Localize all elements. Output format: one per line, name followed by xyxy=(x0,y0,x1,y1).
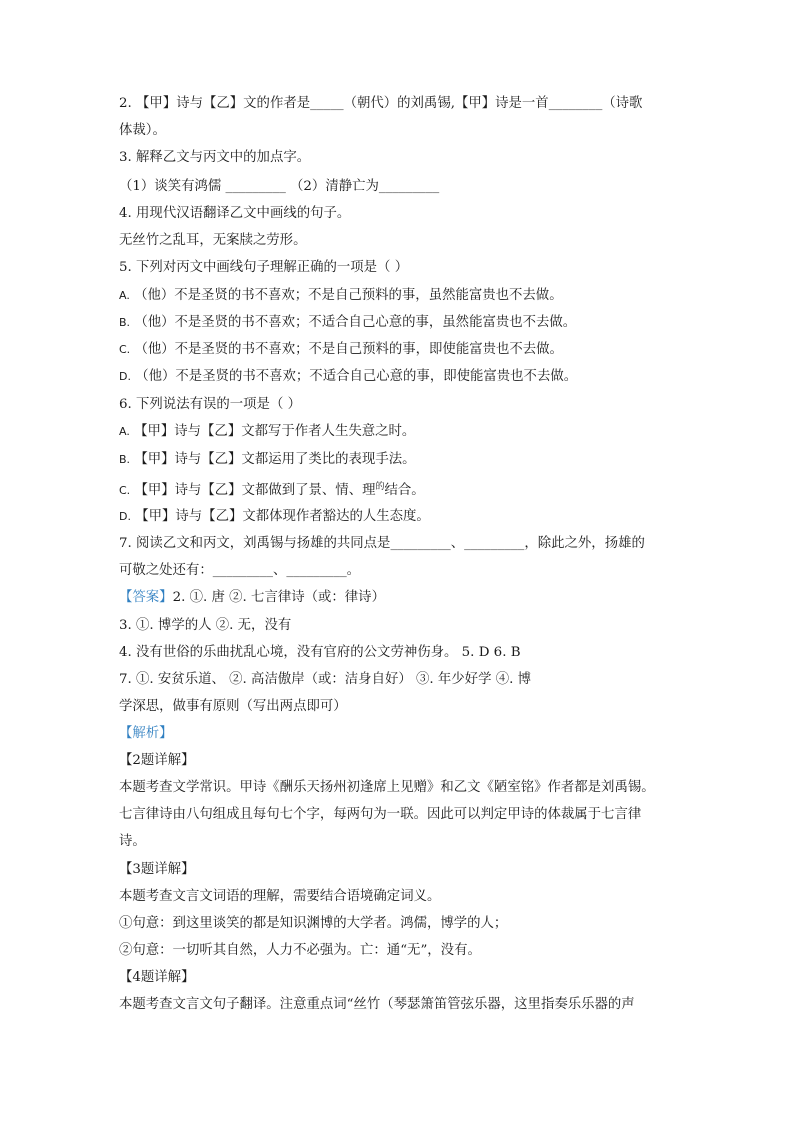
option-text: 【甲】诗与【乙】文都做到了景、情、理 xyxy=(134,483,376,498)
option-text: 【甲】诗与【乙】文都运用了类比的表现手法。 xyxy=(134,452,416,467)
q4-prompt: 4. 用现代汉语翻译乙文中画线的句子。 xyxy=(119,206,351,221)
answer-tag: 【答案】 xyxy=(119,590,173,605)
option-letter: A. xyxy=(119,289,130,302)
detail-3-line-2: ①句意：到这里谈笑的都是知识渊博的大学者。鸿儒，博学的人； xyxy=(119,916,508,931)
detail-2-line-1: 本题考查文学常识。甲诗《酬乐天扬州初逢席上见赠》和乙文《陋室铭》作者都是刘禹锡。 xyxy=(119,780,655,795)
analysis-heading xyxy=(119,724,173,744)
q7-line-2: 可敬之处还有：_________、_________。 xyxy=(119,563,361,578)
detail-3-line-1: 本题考查文言文词语的理解，需要结合语境确定词义。 xyxy=(119,889,441,904)
detail-4-line-1: 本题考查文言文句子翻译。注意重点词“丝竹（琴瑟箫笛管弦乐器，这里指奏乐乐器的声 xyxy=(119,997,635,1012)
q3-prompt: 3. 解释乙文与丙文中的加点字。 xyxy=(119,150,311,165)
detail-2-heading: 【2题详解】 xyxy=(119,753,195,768)
q7-line-1: 7. 阅读乙文和丙文，刘禹锡与扬雄的共同点是_________、_________，除此之外，扬雄的 xyxy=(119,536,645,551)
detail-3-heading: 【3题详解】 xyxy=(119,862,195,877)
answer-line-4: 7. ①. 安贫乐道、 ②. 高洁傲岸（或：洁身自好） ③. 年少好学 ④. 博 xyxy=(119,672,532,687)
detail-4-heading: 【4题详解】 xyxy=(119,970,195,985)
option-letter: B. xyxy=(119,316,131,329)
answer-line-2: 3. ①. 博学的人 ②. 无，没有 xyxy=(119,618,292,633)
option-letter: C. xyxy=(119,484,131,497)
option-text: 【甲】诗与【乙】文都写于作者人生失意之时。 xyxy=(134,424,416,439)
q2-line-1: 2. 【甲】诗与【乙】文的作者是_____（朝代）的刘禹锡,【甲】诗是一首________（诗歌 xyxy=(119,96,643,111)
analysis-tag: 【解析】 xyxy=(119,726,173,741)
option-text: （他）不是圣贤的书不喜欢；不适合自己心意的事，虽然能富贵也不去做。 xyxy=(134,315,577,330)
q6-option-a xyxy=(119,422,415,442)
option-text: 【甲】诗与【乙】文都体现作者豁达的人生态度。 xyxy=(135,509,430,524)
q5-option-d xyxy=(119,367,577,387)
option-text: （他）不是圣贤的书不喜欢；不是自己预料的事，即使能富贵也不去做。 xyxy=(134,342,563,357)
q3-blanks: （1）谈笑有鸿儒 _________ （2）清静亡为_________ xyxy=(119,179,440,194)
q5-option-c xyxy=(119,340,563,360)
option-text: （他）不是圣贤的书不喜欢；不适合自己心意的事，即使能富贵也不去做。 xyxy=(135,369,578,384)
superscript-char: 的 xyxy=(375,482,385,492)
answer-line-5: 学深思，做事有原则（写出两点即可） xyxy=(119,699,347,714)
option-letter: C. xyxy=(119,343,131,356)
option-letter: D. xyxy=(119,370,131,383)
answer-line-1 xyxy=(119,588,385,608)
option-letter: D. xyxy=(119,510,131,523)
detail-2-line-3: 诗。 xyxy=(119,834,146,849)
q5-option-a xyxy=(119,286,563,306)
option-text-end: 结合。 xyxy=(384,483,425,498)
q4-sentence: 无丝竹之乱耳，无案牍之劳形。 xyxy=(119,233,307,248)
detail-3-line-3: ②句意：一切听其自然，人力不必强为。亡：通“无”，没有。 xyxy=(119,943,481,958)
q6-prompt: 6. 下列说法有误的一项是（ ） xyxy=(119,397,301,412)
option-letter: B. xyxy=(119,453,131,466)
q2-line-2: 体裁）。 xyxy=(119,123,166,138)
option-letter: A. xyxy=(119,425,130,438)
q6-option-d xyxy=(119,507,430,527)
q5-prompt: 5. 下列对丙文中画线句子理解正确的一项是（ ） xyxy=(119,260,409,275)
answer-line-3: 4. 没有世俗的乐曲扰乱心境，没有官府的公文劳神伤身。 5. D 6. B xyxy=(119,645,521,660)
q5-option-b xyxy=(119,313,576,333)
q6-option-b xyxy=(119,450,416,470)
detail-2-line-2: 七言律诗由八句组成且每句七个字，每两句为一联。因此可以判定甲诗的体裁属于七言律 xyxy=(119,807,642,822)
answer-text: 2. ①. 唐 ②. 七言律诗（或：律诗） xyxy=(172,590,385,605)
option-text: （他）不是圣贤的书不喜欢；不是自己预料的事，虽然能富贵也不去做。 xyxy=(134,288,563,303)
q6-option-c xyxy=(119,481,425,502)
